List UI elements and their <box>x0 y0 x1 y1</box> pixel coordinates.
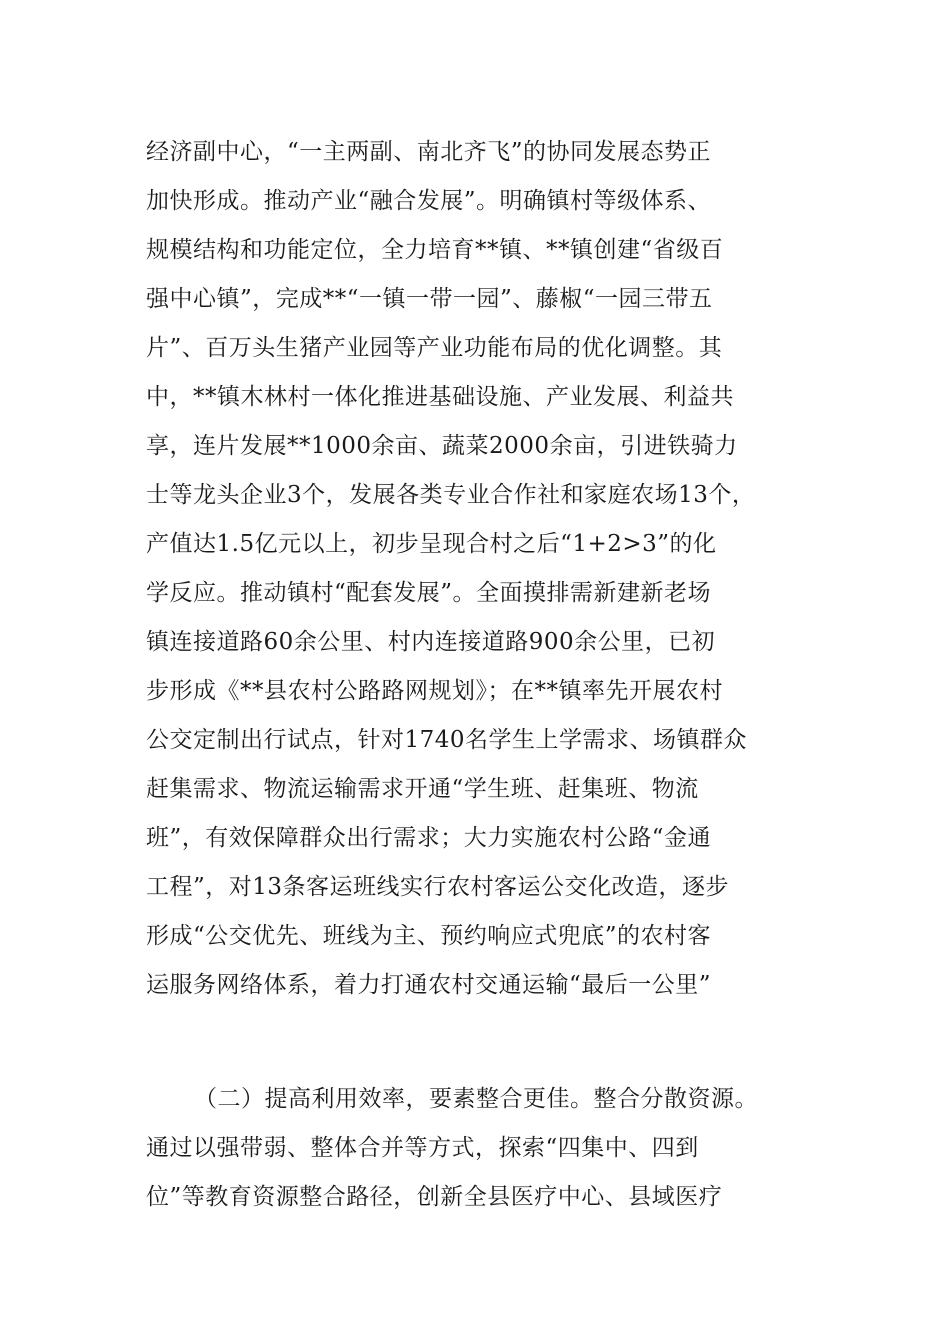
paragraph-line: 士等龙头企业3个，发展各类专业合作社和家庭农场13个， <box>146 482 756 508</box>
section-heading-line: （二）提高利用效率，要素整合更佳。整合分散资源。 <box>194 1086 758 1112</box>
paragraph-line: 赶集需求、物流运输需求开通“学生班、赶集班、物流 <box>146 776 699 802</box>
paragraph-line: 位”等教育资源整合路径，创新全县医疗中心、县域医疗 <box>146 1184 723 1210</box>
paragraph-line: 经济副中心，“一主两副、南北齐飞”的协同发展态势正 <box>146 139 712 165</box>
paragraph-line: 班”，有效保障群众出行需求；大力实施农村公路“金通 <box>146 825 712 851</box>
paragraph-line: 学反应。推动镇村“配套发展”。全面摸排需新建新老场 <box>146 580 712 606</box>
paragraph-line: 镇连接道路60余公里、村内连接道路900余公里，已初 <box>146 629 716 655</box>
paragraph-line: 强中心镇”，完成**“一镇一带一园”、藤椒“一园三带五 <box>146 286 713 312</box>
paragraph-line: 运服务网络体系，着力打通农村交通运输“最后一公里” <box>146 972 712 998</box>
paragraph-line: 形成“公交优先、班线为主、预约响应式兜底”的农村客 <box>146 923 712 949</box>
paragraph-line: 产值达1.5亿元以上，初步呈现合村之后“1+2>3”的化 <box>146 531 717 557</box>
paragraph-line: 公交定制出行试点，针对1740名学生上学需求、场镇群众 <box>146 727 748 753</box>
paragraph-line: 通过以强带弱、整体合并等方式，探索“四集中、四到 <box>146 1135 699 1161</box>
paragraph-line: 规模结构和功能定位，全力培育**镇、**镇创建“省级百 <box>146 237 724 263</box>
paragraph-line: 加快形成。推动产业“融合发展”。明确镇村等级体系、 <box>146 188 712 214</box>
paragraph-line: 中，**镇木林村一体化推进基础设施、产业发展、利益共 <box>146 384 734 410</box>
paragraph-line: 工程”，对13条客运班线实行农村客运公交化改造，逐步 <box>146 874 730 900</box>
paragraph-line: 步形成《**县农村公路路网规划》；在**镇率先开展农村 <box>146 678 723 704</box>
paragraph-line: 享，连片发展**1000余亩、蔬菜2000余亩，引进铁骑力 <box>146 433 738 459</box>
paragraph-2 <box>146 1075 826 1222</box>
paragraph-1 <box>146 128 826 1010</box>
paragraph-line: 片”、百万头生猪产业园等产业功能布局的优化调整。其 <box>146 335 723 361</box>
